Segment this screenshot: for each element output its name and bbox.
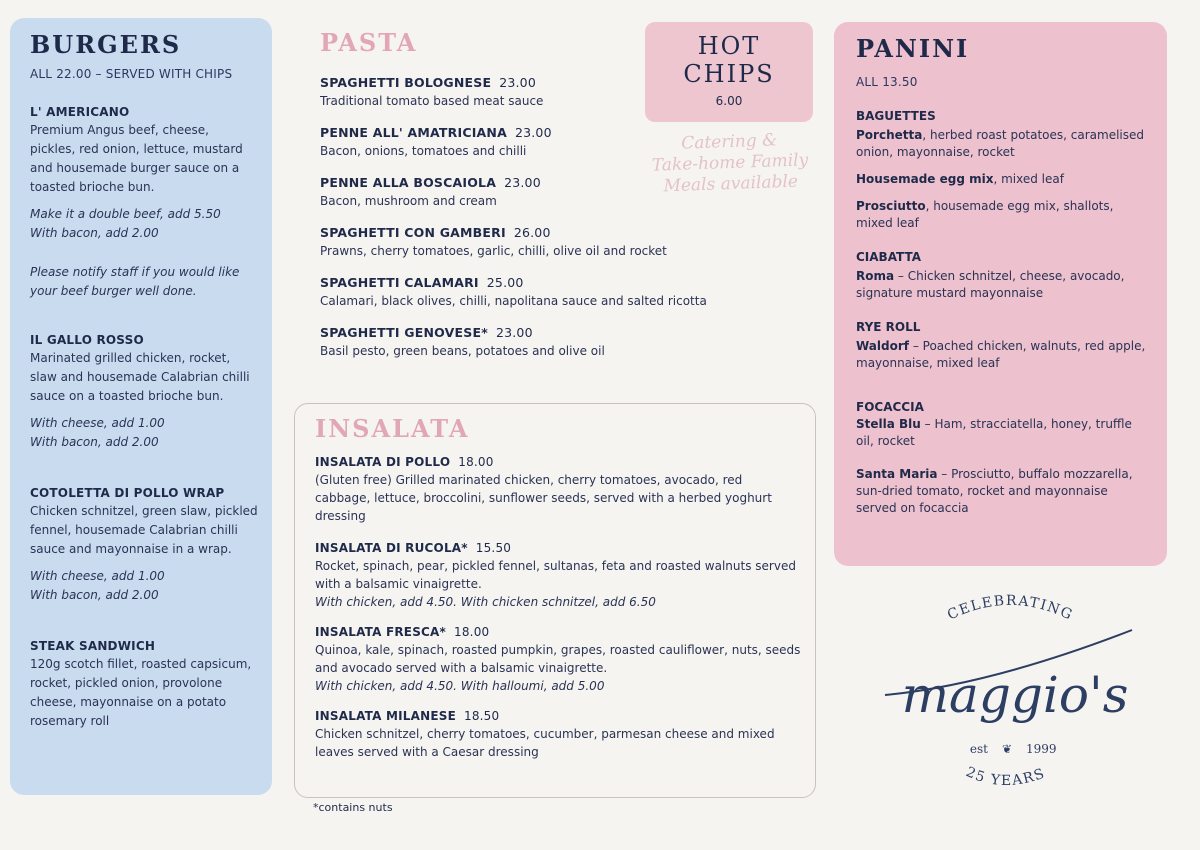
panini-item: Prosciutto, housemade egg mix, shallots, mixed leaf <box>856 199 1114 230</box>
item-price: 23.00 <box>499 75 536 90</box>
item-name: SPAGHETTI BOLOGNESE 23.00 <box>320 75 536 90</box>
menu-item <box>320 225 812 261</box>
item-desc: Traditional tomato based meat sauce <box>320 94 544 108</box>
panini-item: Porchetta, herbed roast potatoes, caramelised onion, mayonnaise, rocket <box>856 128 1145 159</box>
item-desc: Bacon, onions, tomatoes and chilli <box>320 144 527 158</box>
panini-item: Housemade egg mix, mixed leaf <box>856 172 1064 186</box>
menu-item <box>315 625 801 695</box>
item-price: 18.00 <box>454 625 490 639</box>
item-desc: Basil pesto, green beans, potatoes and olive oil <box>320 344 605 358</box>
note-line: With bacon, add 2.00 <box>30 435 159 449</box>
item-price: 15.50 <box>475 541 512 555</box>
item-name: SPAGHETTI GENOVESE* 23.00 <box>320 325 533 340</box>
item-desc: Bacon, mushroom and cream <box>320 194 497 208</box>
menu-item <box>30 333 258 452</box>
insalata-title: INSALATA <box>315 414 470 443</box>
catering-line: Meals available <box>663 171 799 197</box>
item-desc: Marinated grilled chicken, rocket, slaw and housemade Calabrian chilli sauce on a toasted brioche bun. <box>30 351 250 403</box>
item-price: 23.00 <box>504 175 541 190</box>
pasta-title: PASTA <box>320 28 418 57</box>
note-line: With cheese, add 1.00 <box>30 569 165 583</box>
hot-chips-price: 6.00 <box>715 94 743 108</box>
menu-item <box>30 105 258 301</box>
panini-title: PANINI <box>856 34 970 63</box>
note-line: With bacon, add 2.00 <box>30 588 159 602</box>
item-name: INSALATA DI POLLO 18.00 <box>315 455 494 469</box>
brand-name: maggio's <box>901 666 1129 724</box>
brand-logo-svg <box>870 590 1160 800</box>
item-price: 25.00 <box>486 275 524 290</box>
item-desc: Prawns, cherry tomatoes, garlic, chilli, olive oil and rocket <box>320 244 667 258</box>
menu-item <box>320 325 812 361</box>
item-name: INSALATA FRESCA* 18.00 <box>315 625 490 639</box>
brand-est: est <box>969 742 988 756</box>
item-name: INSALATA DI RUCOLA* 15.50 <box>315 541 512 555</box>
catering-note <box>639 129 821 198</box>
insalata-box <box>294 403 816 798</box>
item-note: With chicken, add 4.50. With halloumi, add 5.00 <box>315 679 605 693</box>
brand-celebrating: CELEBRATING <box>945 592 1076 624</box>
panini-item: Santa Maria – Prosciutto, buffalo mozzarella, sun-dried tomato, rocket and mayonnaise served on focaccia <box>856 467 1133 515</box>
item-desc: Chicken schnitzel, green slaw, pickled fennel, housemade Calabrian chilli sauce and mayonnaise in a wrap. <box>30 504 258 556</box>
hot-chips-title-line1: HOT <box>697 32 761 60</box>
panini-item: Stella Blu – Ham, stracciatella, honey, truffle oil, rocket <box>856 417 1132 448</box>
panini-item: Roma – Chicken schnitzel, cheese, avocado, signature mustard mayonnaise <box>856 269 1125 300</box>
menu-item <box>315 455 801 525</box>
brand-years: 25 YEARS <box>963 764 1048 790</box>
item-name: L' AMERICANO <box>30 105 130 119</box>
item-name: PENNE ALL' AMATRICIANA 23.00 <box>320 125 552 140</box>
burgers-panel <box>10 18 272 795</box>
catering-line: Take-home Family <box>651 150 809 176</box>
item-price: 23.00 <box>495 325 533 340</box>
category-label: BAGUETTES <box>856 109 936 123</box>
item-desc: (Gluten free) Grilled marinated chicken, cherry tomatoes, avocado, red cabbage, lettuce, broccolini, sunflower seeds, served with a herbed yoghurt dressing <box>315 473 772 523</box>
menu-item <box>315 541 801 611</box>
panini-item: Waldorf – Poached chicken, walnuts, red apple, mayonnaise, mixed leaf <box>856 339 1146 370</box>
category-label: RYE ROLL <box>856 320 921 334</box>
item-note <box>30 414 258 452</box>
brand-logo <box>870 590 1160 800</box>
brand-ornament-icon: ❦ <box>1001 742 1013 756</box>
item-name: INSALATA MILANESE 18.50 <box>315 709 500 723</box>
item-name: IL GALLO ROSSO <box>30 333 144 347</box>
item-name: PENNE ALLA BOSCAIOLA 23.00 <box>320 175 541 190</box>
menu-item <box>30 486 258 605</box>
item-price: 18.50 <box>463 709 500 723</box>
burgers-subtitle: ALL 22.00 – SERVED WITH CHIPS <box>30 67 233 81</box>
burgers-title: BURGERS <box>30 30 182 59</box>
note-line: With cheese, add 1.00 <box>30 416 165 430</box>
hot-chips-box <box>645 22 813 122</box>
item-price: 23.00 <box>514 125 552 140</box>
panini-subtitle: ALL 13.50 <box>856 75 918 89</box>
panini-panel <box>834 22 1167 566</box>
note-line: With bacon, add 2.00 <box>30 226 159 240</box>
menu-item <box>320 275 812 311</box>
hot-chips-title-line2: CHIPS <box>683 60 775 88</box>
item-name: SPAGHETTI CON GAMBERI 26.00 <box>320 225 551 240</box>
item-desc: Rocket, spinach, pear, pickled fennel, sultanas, feta and roasted walnuts served with a balsamic vinaigrette. <box>315 559 796 591</box>
brand-year: 1999 <box>1026 742 1057 756</box>
catering-line: Catering & <box>680 130 778 154</box>
menu-item <box>30 639 258 731</box>
item-price: 26.00 <box>513 225 551 240</box>
menu-item <box>315 709 801 761</box>
category-label: FOCACCIA <box>856 400 924 414</box>
item-note <box>30 567 258 605</box>
contains-nuts-note: *contains nuts <box>313 801 393 814</box>
item-desc: Quinoa, kale, spinach, roasted pumpkin, grapes, roasted cauliflower, nuts, seeds and avocado served with a balsamic vinaigrette. <box>315 643 801 675</box>
item-desc: Chicken schnitzel, cherry tomatoes, cucumber, parmesan cheese and mixed leaves served with a Caesar dressing <box>315 727 775 759</box>
item-note: Please notify staff if you would like your beef burger well done. <box>30 265 240 298</box>
item-note: With chicken, add 4.50. With chicken schnitzel, add 6.50 <box>315 595 656 609</box>
item-note <box>30 205 258 243</box>
item-desc: Premium Angus beef, cheese, pickles, red onion, lettuce, mustard and housemade burger sauce on a toasted brioche bun. <box>30 123 243 194</box>
item-name: COTOLETTA DI POLLO WRAP <box>30 486 225 500</box>
item-name: STEAK SANDWICH <box>30 639 156 653</box>
item-name: SPAGHETTI CALAMARI 25.00 <box>320 275 524 290</box>
category-label: CIABATTA <box>856 250 922 264</box>
note-line: Make it a double beef, add 5.50 <box>30 207 221 221</box>
item-desc: 120g scotch fillet, roasted capsicum, rocket, pickled onion, provolone cheese, mayonnaise on a potato rosemary roll <box>30 657 252 728</box>
item-price: 18.00 <box>458 455 494 469</box>
item-desc: Calamari, black olives, chilli, napolitana sauce and salted ricotta <box>320 294 707 308</box>
